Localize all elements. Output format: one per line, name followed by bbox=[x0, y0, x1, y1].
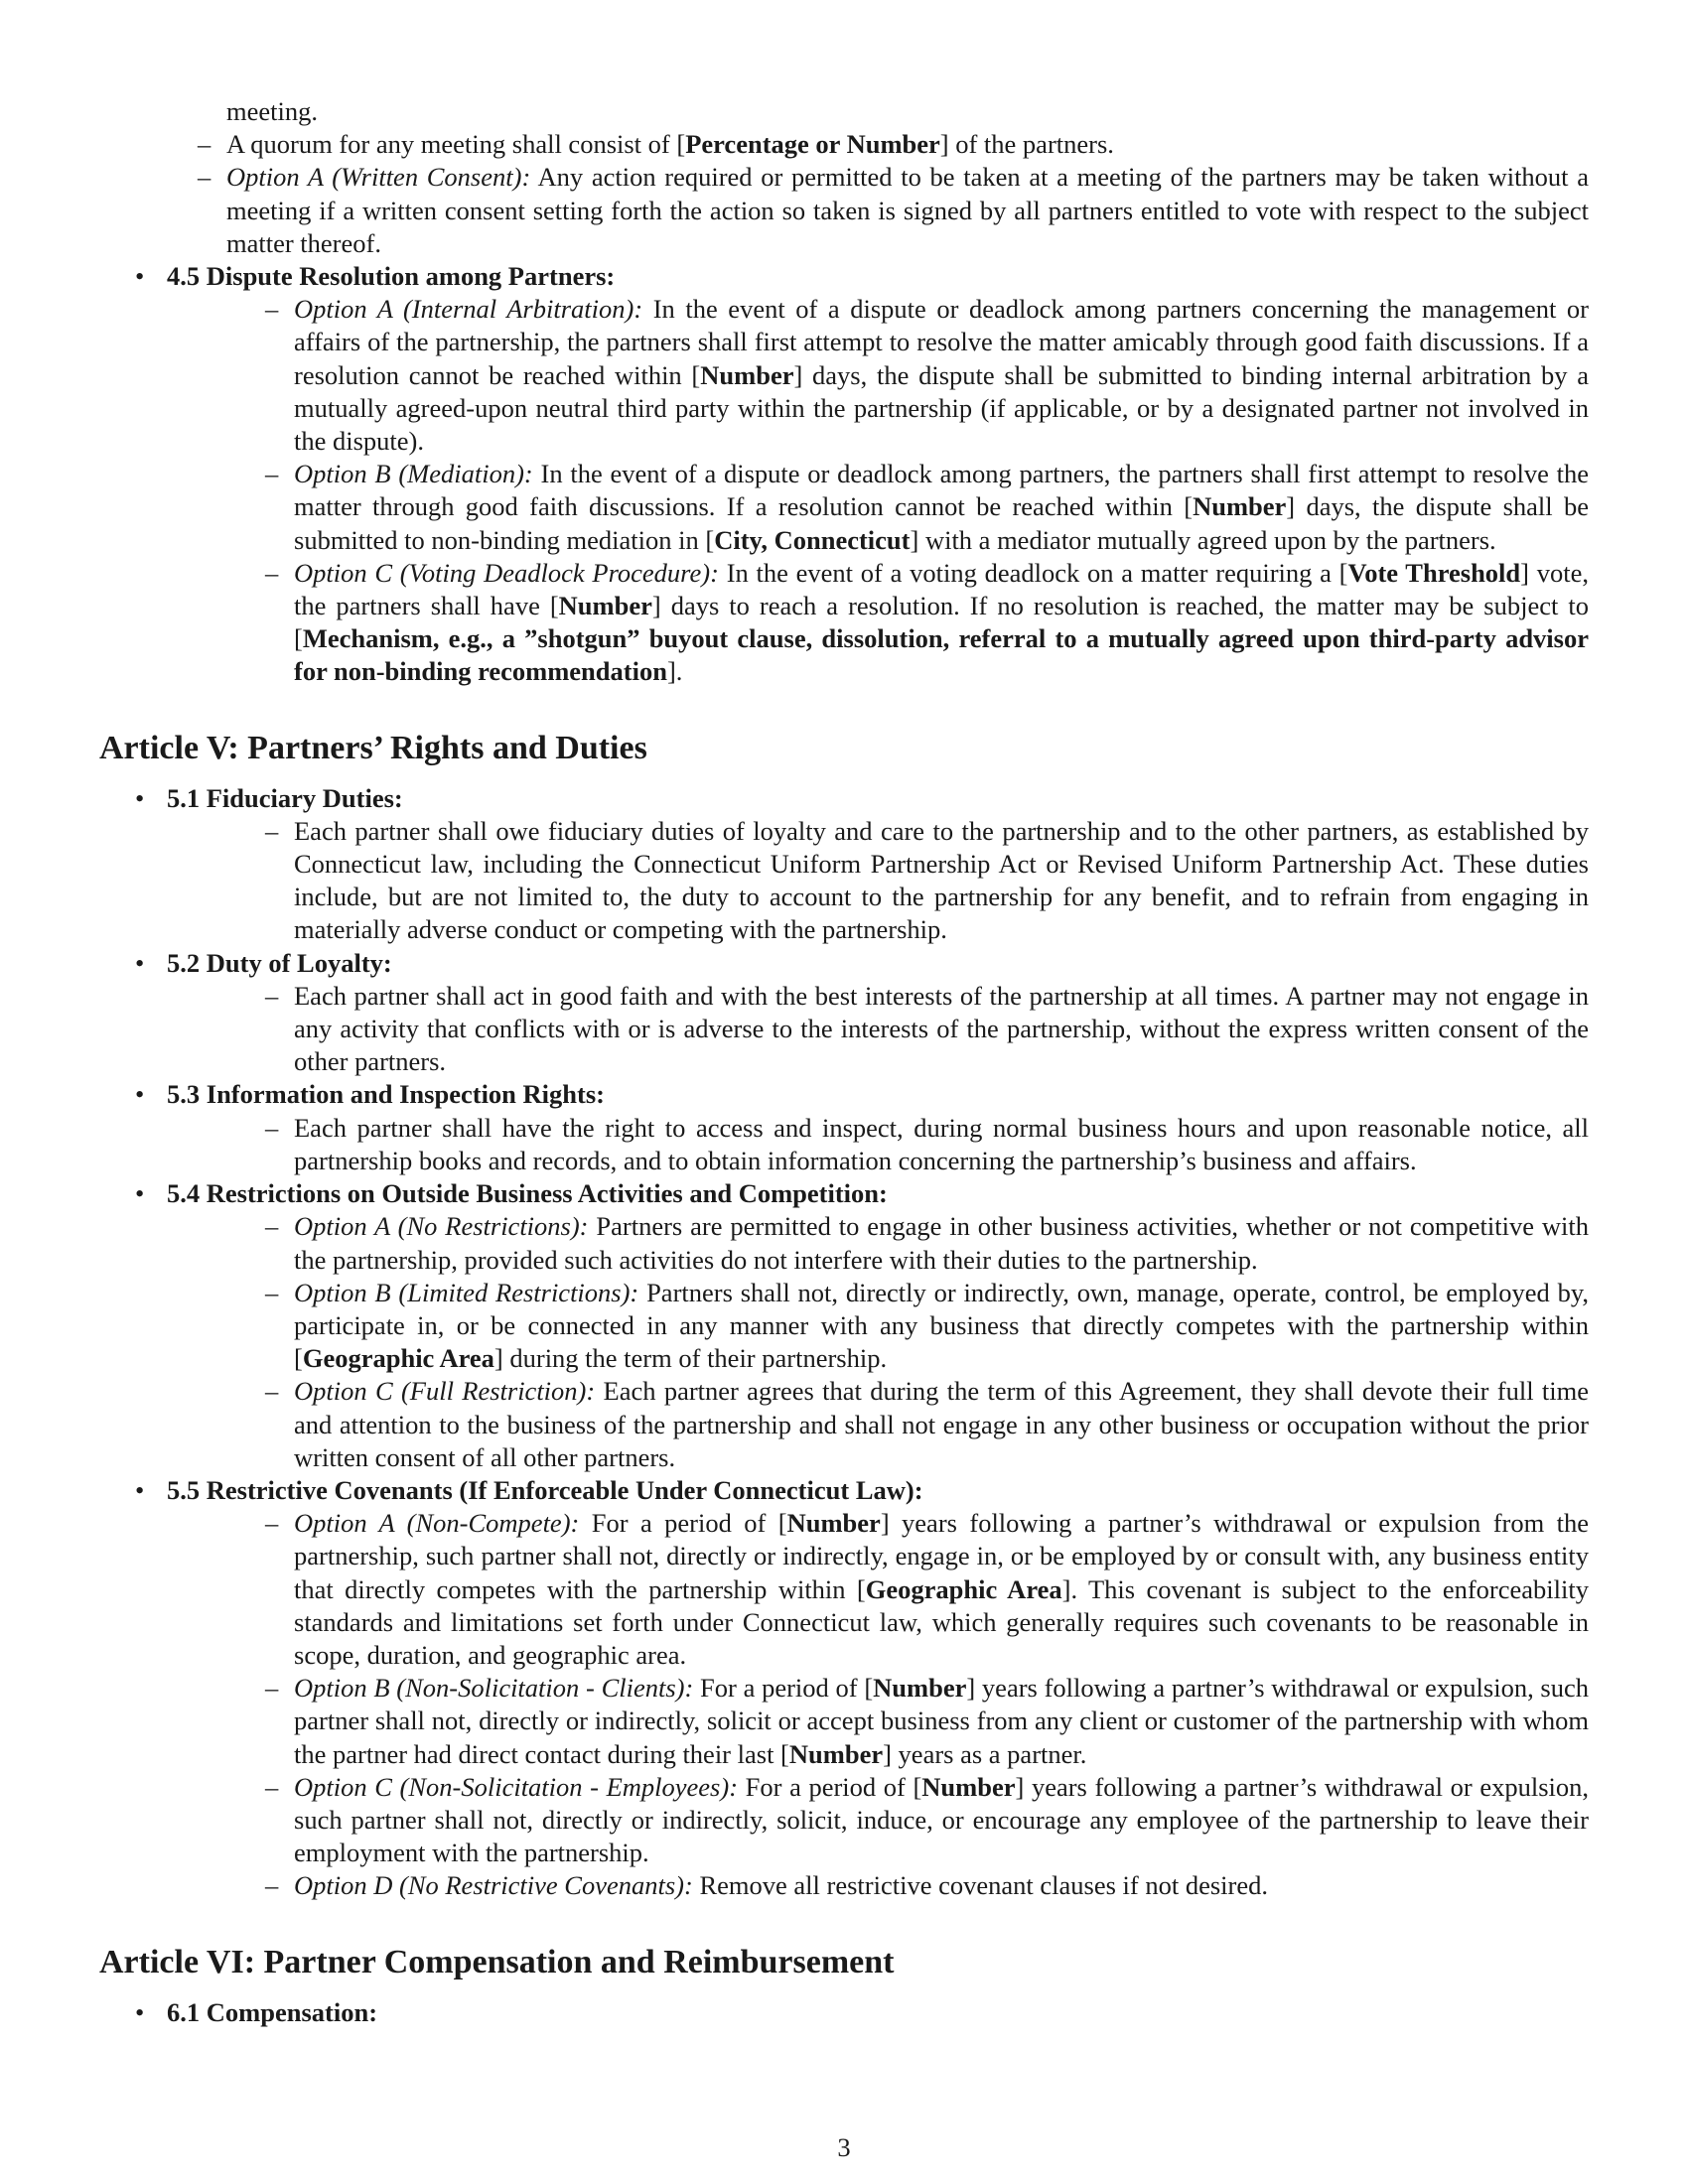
option-label: Option C (Full Restriction): bbox=[294, 1376, 596, 1407]
article-vi-list bbox=[99, 1996, 1589, 2029]
placeholder-field: Mechanism, e.g., a ”shotgun” buyout clause, dissolution, referral to a mutually agreed upon third-party advisor for non-binding recommendation bbox=[294, 623, 1589, 687]
section-title: 5.5 Restrictive Covenants (If Enforceable Under Connecticut Law): bbox=[167, 1474, 923, 1505]
ul bbox=[167, 293, 1589, 688]
option-d-item: – Option D (No Restrictive Covenants): Remove all restrictive covenant clauses if not desired. bbox=[167, 1869, 1589, 1902]
ul bbox=[167, 815, 1589, 947]
page-number: 3 bbox=[837, 2132, 851, 2162]
section-title: 5.3 Information and Inspection Rights: bbox=[167, 1079, 605, 1110]
option-c-item: – Option C (Non-Solicitation - Employees): For a period of [Number] years following a partner’s withdrawal or expulsion, such partner shall not, directly or indirectly, solicit, induce, or encourage any employee of the partnership to leave their employment with the partnership. bbox=[167, 1771, 1589, 1870]
ul bbox=[167, 1210, 1589, 1474]
option-label: Option D (No Restrictive Covenants): bbox=[294, 1870, 693, 1901]
option-a-item: – Option A (Non-Compete): For a period of [Number] years following a partner’s withdrawal or expulsion from the partnership, such partner shall not, directly or indirectly, engage in, or be employed by or consult with, any business entity that directly competes with the partnership within [Geographic Area]. This covenant is subject to the enforceability standards and limitations set forth under Connecticut law, which generally requires such covenants to be reasonable in scope, duration, and geographic area. bbox=[167, 1507, 1589, 1672]
option-b-item: – Option B (Non-Solicitation - Clients): For a period of [Number] years following a partner’s withdrawal or expulsion, such partner shall not, directly or indirectly, solicit or accept business from any client or customer of the partnership with whom the partner had direct contact during their last [Number] years as a partner. bbox=[167, 1672, 1589, 1771]
ul bbox=[167, 1507, 1589, 1902]
section-4-5-list bbox=[99, 260, 1589, 689]
placeholder-field: Geographic Area bbox=[865, 1573, 1062, 1604]
ul bbox=[167, 1112, 1589, 1177]
placeholder-field: Percentage or Number bbox=[685, 129, 940, 160]
section-4-5 bbox=[99, 260, 1589, 689]
placeholder-field: City, Connecticut bbox=[714, 524, 911, 555]
option-c-item: – Option C (Full Restriction): Each partner agrees that during the term of this Agreement, they shall devote their full time and attention to the business of the partnership and shall not engage in any other business or occupation without the prior written consent of all other partners. bbox=[167, 1375, 1589, 1474]
option-b-item: – Option B (Limited Restrictions): Partners shall not, directly or indirectly, own, manage, operate, control, be employed by, participate in, or be connected in any manner with any business that directly competes with the partnership within [Geographic Area] during the term of their partnership. bbox=[167, 1277, 1589, 1376]
page-content bbox=[99, 95, 1589, 2029]
section-title: 6.1 Compensation: bbox=[167, 1996, 378, 2027]
quorum-item: – A quorum for any meeting shall consist of [Percentage or Number] of the partners. bbox=[99, 128, 1589, 161]
placeholder-field: Number bbox=[1193, 491, 1287, 522]
continued-text: meeting. bbox=[226, 96, 318, 126]
placeholder-field: Number bbox=[786, 1508, 881, 1539]
list-item: – Each partner shall have the right to access and inspect, during normal business hours and upon reasonable notice, all partnership books and records, and to obtain information concerning the partnership’s business and affairs. bbox=[167, 1112, 1589, 1177]
section-5-5 bbox=[99, 1474, 1589, 1903]
section-title: 5.2 Duty of Loyalty: bbox=[167, 947, 392, 978]
section-4-4-items bbox=[99, 128, 1589, 260]
section-title: 5.4 Restrictions on Outside Business Activities and Competition: bbox=[167, 1178, 888, 1209]
option-label: Option A (No Restrictions): bbox=[294, 1211, 589, 1242]
written-consent-item: – Option A (Written Consent): Any action required or permitted to be taken at a meeting of the partners may be taken without a meeting if a written consent setting forth the action so taken is signed by all partners entitled to vote with respect to the subject matter thereof. bbox=[99, 161, 1589, 260]
option-c-item: – Option C (Voting Deadlock Procedure): In the event of a voting deadlock on a matter requiring a [Vote Threshold] vote, the partners shall have [Number] days to reach a resolution. If no resolution is reached, the matter may be subject to [Mechanism, e.g., a ”shotgun” buyout clause, dissolution, referral to a mutually agreed upon third-party advisor for non-binding recommendation]. bbox=[167, 557, 1589, 689]
placeholder-field: Number bbox=[558, 591, 652, 621]
article-v-list bbox=[99, 782, 1589, 1903]
option-a-item: – Option A (No Restrictions): Partners are permitted to engage in other business activities, whether or not competitive with the partnership, provided such activities do not interfere with their duties to the partnership. bbox=[167, 1210, 1589, 1276]
section-5-3 bbox=[99, 1078, 1589, 1177]
option-label: Option B (Limited Restrictions): bbox=[294, 1277, 639, 1307]
section-5-1 bbox=[99, 782, 1589, 947]
placeholder-field: Number bbox=[700, 359, 794, 390]
list-item: – Each partner shall owe fiduciary duties of loyalty and care to the partnership and to the other partners, as established by Connecticut law, including the Connecticut Uniform Partnership Act or Revised Uniform Partnership Act. These duties include, but are not limited to, the duty to account to the partnership for any benefit, and to refrain from engaging in materially adverse conduct or competing with the partnership. bbox=[167, 815, 1589, 947]
option-label: Option C (Voting Deadlock Procedure): bbox=[294, 557, 719, 588]
option-label: Option A (Internal Arbitration): bbox=[294, 294, 643, 325]
ul bbox=[167, 980, 1589, 1079]
section-6-1 bbox=[99, 1996, 1589, 2029]
list-item: – Each partner shall act in good faith and with the best interests of the partnership at all times. A partner may not engage in any activity that conflicts with or is adverse to the interests of the partnership, without the express written consent of the other partners. bbox=[167, 980, 1589, 1079]
placeholder-field: Geographic Area bbox=[302, 1343, 494, 1374]
placeholder-field: Number bbox=[873, 1673, 967, 1704]
placeholder-field: Number bbox=[788, 1738, 884, 1769]
option-label: Option A (Written Consent): bbox=[226, 162, 531, 193]
option-label: Option C (Non-Solicitation - Employees): bbox=[294, 1771, 739, 1802]
placeholder-field: Number bbox=[921, 1771, 1016, 1802]
option-b-item: – Option B (Mediation): In the event of a dispute or deadlock among partners, the partners shall first attempt to resolve the matter through good faith discussions. If a resolution cannot be reached within [Number] days, the dispute shall be submitted to non-binding mediation in [City, Connecticut] with a mediator mutually agreed upon by the partners. bbox=[167, 458, 1589, 557]
section-title: 5.1 Fiduciary Duties: bbox=[167, 782, 403, 813]
section-title: 4.5 Dispute Resolution among Partners: bbox=[167, 261, 616, 292]
option-label: Option A (Non-Compete): bbox=[294, 1508, 580, 1539]
placeholder-field: Vote Threshold bbox=[1347, 557, 1521, 588]
article-vi-heading: Article VI: Partner Compensation and Reimbursement bbox=[99, 1943, 895, 1980]
option-label: Option B (Mediation): bbox=[294, 459, 533, 489]
section-5-4 bbox=[99, 1177, 1589, 1474]
section-5-2 bbox=[99, 947, 1589, 1079]
option-label: Option B (Non-Solicitation - Clients): bbox=[294, 1673, 694, 1704]
article-v-heading: Article V: Partners’ Rights and Duties bbox=[99, 729, 647, 766]
option-a-item: – Option A (Internal Arbitration): In the event of a dispute or deadlock among partners concerning the management or affairs of the partnership, the partners shall first attempt to resolve the matter amicably through good faith discussions. If a resolution cannot be reached within [Number] days, the dispute shall be submitted to binding internal arbitration by a mutually agreed-upon neutral third party within the partnership (if applicable, or by a designated partner not involved in the dispute). bbox=[167, 293, 1589, 458]
